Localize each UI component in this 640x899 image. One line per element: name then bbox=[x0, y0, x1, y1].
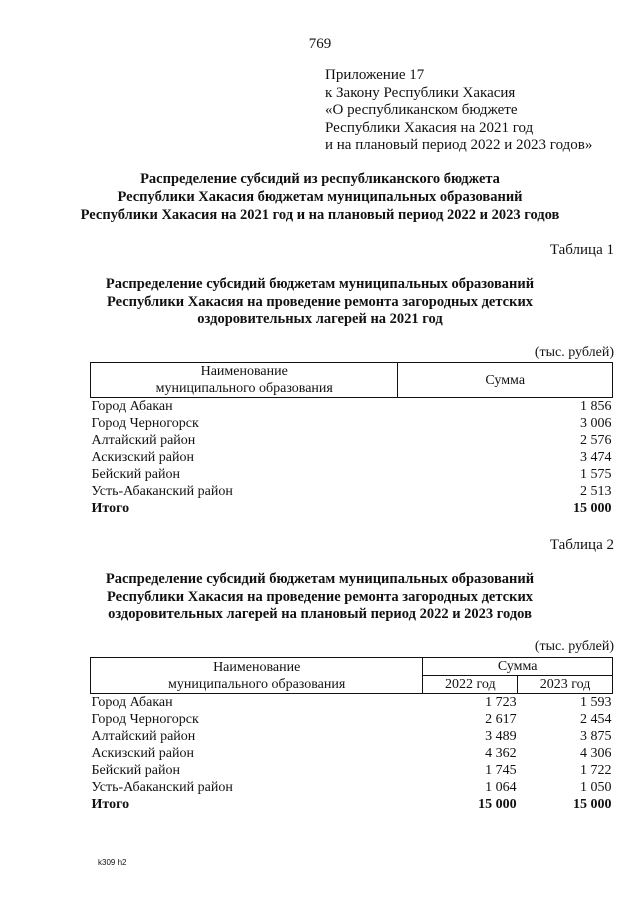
table2-title bbox=[0, 571, 640, 624]
row-sum: 1 856 bbox=[580, 399, 612, 414]
main-title bbox=[0, 170, 640, 224]
main-title-line: Распределение субсидий из республиканского бюджета bbox=[140, 171, 500, 187]
total-row bbox=[91, 500, 613, 517]
table-row bbox=[91, 694, 613, 712]
header-year-2022: 2022 год bbox=[423, 676, 518, 694]
table1-title bbox=[0, 276, 640, 329]
row-2022: 2 617 bbox=[485, 712, 517, 727]
row-name: Город Абакан bbox=[91, 399, 173, 414]
table-row bbox=[91, 745, 613, 762]
annex-line: к Закону Республики Хакасия bbox=[325, 84, 516, 101]
row-2022: 1 064 bbox=[485, 780, 517, 795]
header-year-2023: 2023 год bbox=[518, 676, 613, 694]
table2 bbox=[90, 657, 613, 813]
table-row bbox=[91, 398, 613, 416]
table1-label: Таблица 1 bbox=[549, 242, 614, 258]
total-name: Итого bbox=[91, 501, 130, 516]
total-name: Итого bbox=[91, 797, 130, 812]
table-row bbox=[91, 449, 613, 466]
table2-label: Таблица 2 bbox=[549, 537, 614, 553]
table-row bbox=[91, 728, 613, 745]
row-2023: 4 306 bbox=[580, 746, 612, 761]
row-2022: 4 362 bbox=[485, 746, 517, 761]
total-sum: 15 000 bbox=[573, 501, 612, 516]
row-sum: 3 474 bbox=[580, 450, 612, 465]
table2-header-name bbox=[91, 658, 423, 694]
annex-line: «О республиканском бюджете bbox=[325, 102, 518, 118]
total-row bbox=[91, 796, 613, 813]
row-name: Аскизский район bbox=[91, 746, 194, 761]
row-sum: 2 513 bbox=[580, 484, 612, 499]
table-row bbox=[91, 711, 613, 728]
table1-header-name bbox=[91, 363, 398, 398]
table1-title-line: Республики Хакасия на проведение ремонта загородных детских bbox=[106, 293, 534, 310]
row-sum: 1 575 bbox=[580, 467, 612, 482]
table1-title-line: Распределение субсидий бюджетам муниципальных образований bbox=[105, 276, 535, 292]
page-number: 769 bbox=[308, 36, 332, 52]
table2-header-sum: Сумма bbox=[423, 658, 613, 676]
main-title-line: Республики Хакасия бюджетам муниципальных образований bbox=[117, 189, 523, 205]
table2-header-row bbox=[91, 658, 613, 676]
row-2023: 3 875 bbox=[580, 729, 612, 744]
row-sum: 2 576 bbox=[580, 433, 612, 448]
row-name: Бейский район bbox=[91, 467, 180, 482]
annex-line: Приложение 17 bbox=[325, 67, 425, 83]
row-name: Усть-Абаканский район bbox=[91, 780, 233, 795]
row-name: Усть-Абаканский район bbox=[91, 484, 233, 499]
table-row bbox=[91, 779, 613, 796]
table1-header-sum: Сумма bbox=[398, 363, 613, 398]
annex-heading bbox=[325, 67, 592, 155]
table1-units: (тыс. рублей) bbox=[534, 345, 614, 360]
row-2023: 1 722 bbox=[580, 763, 612, 778]
row-2023: 1 050 bbox=[580, 780, 612, 795]
row-name: Аскизский район bbox=[91, 450, 194, 465]
header-name-line1: Наименование bbox=[213, 659, 301, 675]
table2-title-line: Республики Хакасия на проведение ремонта загородных детских bbox=[106, 588, 534, 605]
row-name: Город Черногорск bbox=[91, 416, 199, 431]
table1 bbox=[90, 362, 613, 517]
footer-code: k309 h2 bbox=[98, 858, 127, 867]
row-sum: 3 006 bbox=[580, 416, 612, 431]
table-row bbox=[91, 762, 613, 779]
row-2023: 2 454 bbox=[580, 712, 612, 727]
header-name-line1: Наименование bbox=[200, 364, 288, 379]
table-row bbox=[91, 483, 613, 500]
row-name: Алтайский район bbox=[91, 433, 196, 448]
row-2023: 1 593 bbox=[580, 695, 612, 710]
table-row bbox=[91, 415, 613, 432]
total-2023: 15 000 bbox=[573, 797, 612, 812]
header-name-line2: муниципального образования bbox=[155, 381, 333, 396]
table-row bbox=[91, 466, 613, 483]
row-name: Город Черногорск bbox=[91, 712, 199, 727]
table2-title-line: оздоровительных лагерей на плановый период 2022 и 2023 годов bbox=[108, 606, 532, 622]
table1-title-line: оздоровительных лагерей на 2021 год bbox=[197, 311, 443, 327]
row-name: Город Абакан bbox=[91, 695, 173, 710]
total-2022: 15 000 bbox=[478, 797, 517, 812]
row-2022: 1 745 bbox=[485, 763, 517, 778]
row-2022: 3 489 bbox=[485, 729, 517, 744]
row-name: Алтайский район bbox=[91, 729, 196, 744]
table2-units: (тыс. рублей) bbox=[534, 639, 614, 654]
annex-line: Республики Хакасия на 2021 год bbox=[325, 119, 534, 136]
row-2022: 1 723 bbox=[485, 695, 517, 710]
annex-line: и на плановый период 2022 и 2023 годов» bbox=[325, 137, 593, 153]
header-name-line2: муниципального образования bbox=[168, 676, 346, 692]
table2-title-line: Распределение субсидий бюджетам муниципальных образований bbox=[105, 571, 535, 587]
table1-header-row bbox=[91, 363, 613, 398]
table-row bbox=[91, 432, 613, 449]
row-name: Бейский район bbox=[91, 763, 180, 778]
main-title-line: Республики Хакасия на 2021 год и на плановый период 2022 и 2023 годов bbox=[80, 207, 560, 223]
